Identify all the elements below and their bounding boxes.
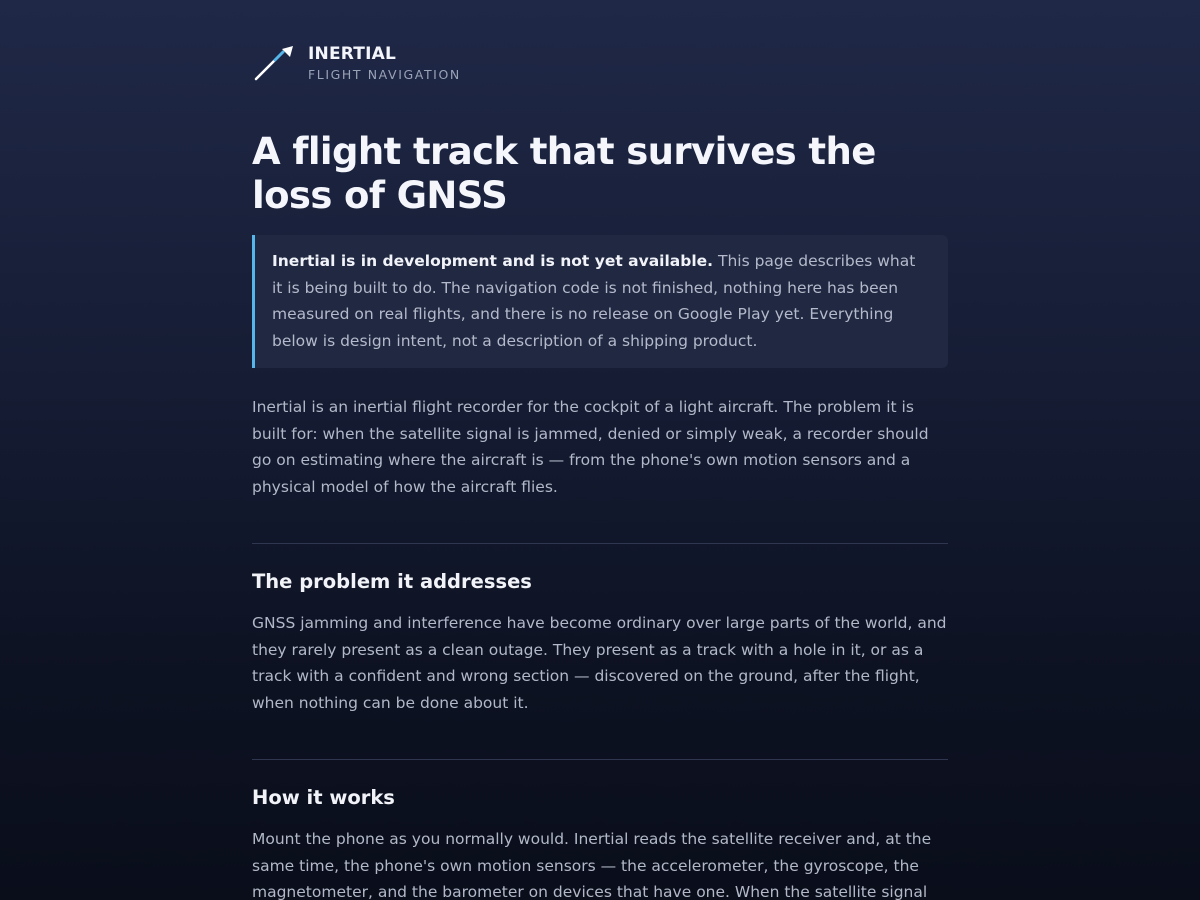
section-heading: The problem it addresses — [252, 570, 532, 593]
brand-header[interactable] — [252, 44, 948, 82]
section-how-it-works — [252, 784, 948, 900]
notice-bold-text: Inertial is in development and is not yet available. — [272, 252, 714, 270]
section-divider — [252, 543, 948, 544]
arrow-trajectory-icon — [252, 44, 294, 82]
notice-text: This page describes what it is being built to do. The navigation code is not finished, nothing here has been measured on real flights, and there is no release on Google Play yet. Everything below is design intent, not a description of a shipping product. — [272, 252, 916, 350]
page-title: A flight track that survives the loss of GNSS — [252, 130, 876, 217]
section-problem — [252, 568, 948, 716]
brand-subtitle: FLIGHT NAVIGATION — [308, 66, 461, 82]
section-divider — [252, 759, 948, 760]
section-body: GNSS jamming and interference have become ordinary over large parts of the world, and they rarely present as a clean outage. They present as a track with a hole in it, or as a track with a confident and wrong section — discovered on the ground, after the flight, when nothing can be done about it. — [252, 614, 947, 712]
development-notice — [252, 235, 948, 368]
section-heading: How it works — [252, 786, 395, 809]
brand-text — [308, 44, 461, 83]
intro-paragraph: Inertial is an inertial flight recorder for the cockpit of a light aircraft. The problem it is built for: when the satellite signal is jammed, denied or simply weak, a recorder should go on estimating where the aircraft is — from the phone's own motion sensors and a physical model of how the aircraft flies. — [252, 398, 929, 496]
page — [252, 0, 948, 900]
section-body: Mount the phone as you normally would. Inertial reads the satellite receiver and, at the same time, the phone's own motion sensors — the accelerometer, the gyroscope, the magnetometer, and the barometer on devices that have one. When the satellite signal — [252, 830, 932, 900]
brand-name: INERTIAL — [308, 43, 397, 64]
